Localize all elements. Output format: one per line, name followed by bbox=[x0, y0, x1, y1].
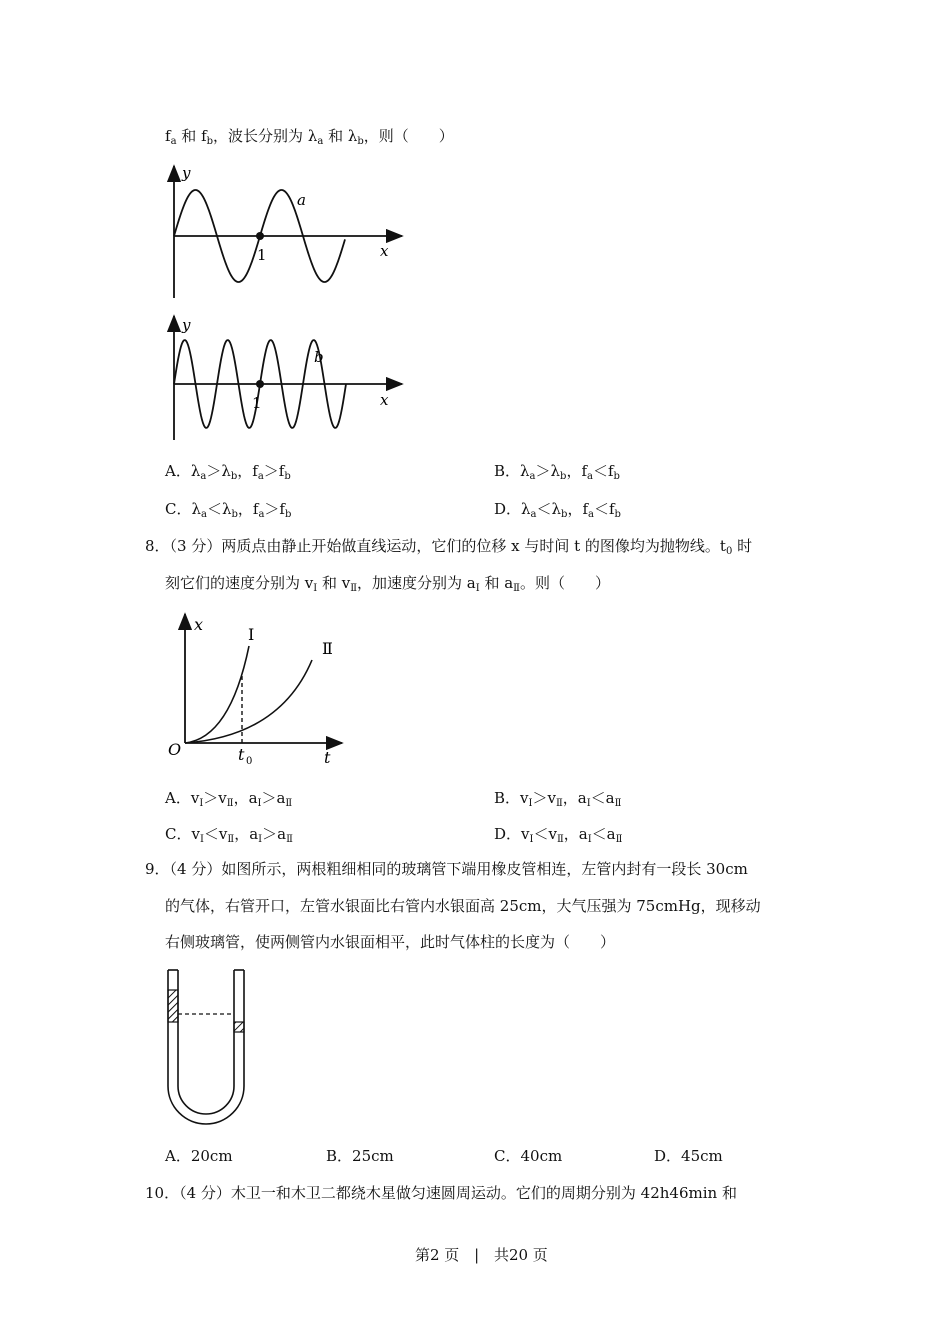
q8-stem-line1: 8．（3 分）两质点由静止开始做直线运动，它们的位移 x 与时间 t 的图像均为抛物线。$t_0$ 时 bbox=[145, 537, 753, 557]
svg-text:1: 1 bbox=[252, 394, 262, 412]
right-tube-marker bbox=[234, 1022, 244, 1032]
q7-option-a[interactable]: A．$\lambda_a>\lambda_b$，$f_a>f_b$ bbox=[165, 462, 291, 482]
svg-text:0: 0 bbox=[246, 756, 253, 767]
svg-text:a: a bbox=[297, 191, 306, 209]
left-tube-plug bbox=[168, 990, 178, 1022]
q9-stem-line3: 右侧玻璃管，使两侧管内水银面相平，此时气体柱的长度为（ ） bbox=[165, 933, 616, 951]
svg-text:x: x bbox=[194, 615, 204, 634]
svg-text:y: y bbox=[182, 164, 191, 182]
q7-option-b[interactable]: B．$\lambda_a>\lambda_b$，$f_a<f_b$ bbox=[494, 462, 620, 482]
q9-stem-line1: 9．（4 分）如图所示，两根粗细相同的玻璃管下端用橡皮管相连，左管内封有一段长 30cm bbox=[145, 860, 748, 878]
xt-graph bbox=[160, 608, 360, 768]
svg-text:x: x bbox=[380, 242, 389, 260]
q9-option-d[interactable]: D．45cm bbox=[654, 1147, 723, 1165]
q9-option-a[interactable]: A．20cm bbox=[165, 1147, 233, 1165]
svg-text:x: x bbox=[380, 391, 389, 409]
q9-option-b[interactable]: B．25cm bbox=[326, 1147, 394, 1165]
q7-option-d[interactable]: D．$\lambda_a<\lambda_b$，$f_a<f_b$ bbox=[494, 500, 621, 520]
svg-text:b: b bbox=[314, 348, 324, 366]
q8-option-b[interactable]: B．$v_Ⅰ>v_Ⅱ$，$a_Ⅰ<a_Ⅱ$ bbox=[494, 789, 622, 809]
footer-separator: | bbox=[474, 1246, 480, 1264]
svg-text:Ⅱ: Ⅱ bbox=[322, 639, 333, 658]
q8-option-a[interactable]: A．$v_Ⅰ>v_Ⅱ$，$a_Ⅰ>a_Ⅱ$ bbox=[165, 789, 293, 809]
page-footer bbox=[415, 1244, 548, 1265]
q7-option-c[interactable]: C．$\lambda_a<\lambda_b$，$f_a>f_b$ bbox=[165, 500, 292, 520]
wave-graph-a bbox=[160, 160, 410, 300]
q7-question-tail: $f_a$ 和 $f_b$，波长分别为 $\lambda_a$ 和 $\lambda_b$，则（ ） bbox=[165, 127, 454, 147]
curve-II bbox=[185, 660, 312, 743]
svg-text:t: t bbox=[324, 748, 331, 767]
svg-text:Ⅰ: Ⅰ bbox=[248, 625, 255, 644]
q8-stem-line2: 刻它们的速度分别为 $v_Ⅰ$ 和 $v_Ⅱ$，加速度分别为 $a_Ⅰ$ 和 $a_Ⅱ$。则（ ） bbox=[165, 574, 610, 594]
q9-stem-line2: 的气体，右管开口，左管水银面比右管内水银面高 25cm，大气压强为 75cmHg，现移动 bbox=[165, 897, 761, 915]
wave-graph-b bbox=[160, 310, 410, 450]
wave-b-point bbox=[256, 380, 264, 388]
q10-stem-line1: 10．（4 分）木卫一和木卫二都绕木星做匀速圆周运动。它们的周期分别为 42h46min 和 bbox=[145, 1184, 737, 1202]
svg-text:y: y bbox=[182, 316, 191, 334]
svg-text:1: 1 bbox=[257, 246, 267, 264]
svg-text:O: O bbox=[168, 740, 182, 759]
u-tube-diagram bbox=[162, 968, 257, 1130]
total-pages: 共20 页 bbox=[493, 1246, 548, 1264]
q9-option-c[interactable]: C．40cm bbox=[494, 1147, 563, 1165]
page-number: 第2 页 bbox=[415, 1246, 460, 1264]
svg-text:t: t bbox=[238, 745, 245, 764]
wave-a-point bbox=[256, 232, 264, 240]
q8-option-d[interactable]: D．$v_Ⅰ<v_Ⅱ$，$a_Ⅰ<a_Ⅱ$ bbox=[494, 825, 623, 845]
curve-I bbox=[185, 646, 249, 743]
q8-option-c[interactable]: C．$v_Ⅰ<v_Ⅱ$，$a_Ⅰ>a_Ⅱ$ bbox=[165, 825, 293, 845]
